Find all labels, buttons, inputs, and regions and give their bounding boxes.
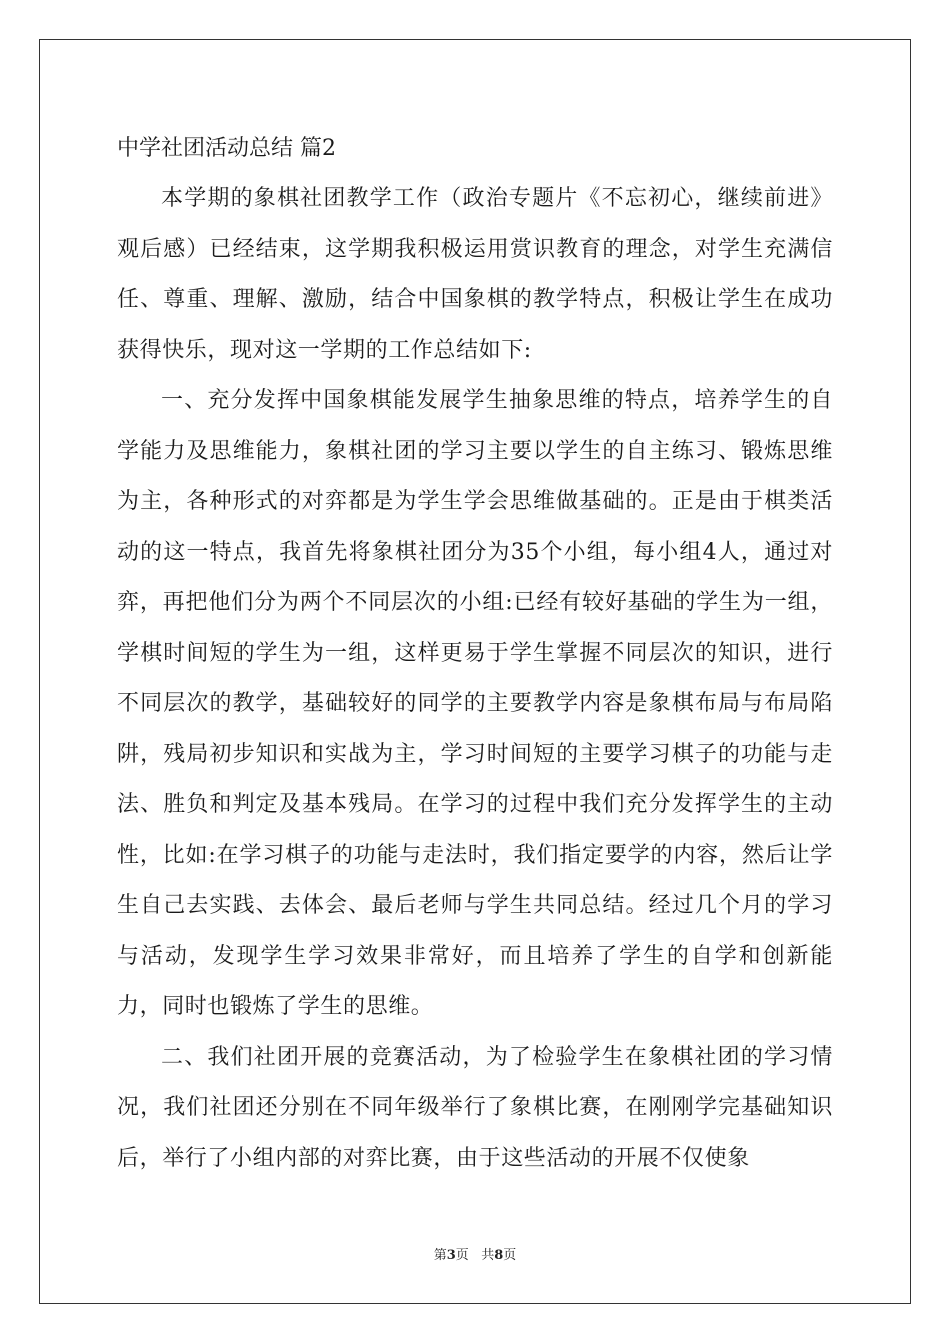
paragraph-point-two: 二、我们社团开展的竞赛活动，为了检验学生在象棋社团的学习情况，我们社团还分别在不同年级举行了象棋比赛，在刚刚学完基础知识后，举行了小组内部的对弈比赛，由于这些活动的开展不仅使象 (117, 1044, 833, 1171)
page-footer (0, 1247, 950, 1265)
paragraph-point-one: 一、充分发挥中国象棋能发展学生抽象思维的特点，培养学生的自学能力及思维能力，象棋社团的学习主要以学生的自主练习、锻炼思维为主，各种形式的对弈都是为学生学会思维做基础的。正是由于棋类活动的这一特点，我首先将象棋社团分为35个小组，每小组4人，通过对弈，再把他们分为两个不同层次的小组:已经有较好基础的学生为一组，学棋时间短的学生为一组，这样更易于学生掌握不同层次的知识，进行不同层次的教学，基础较好的同学的主要教学内容是象棋布局与布局陷阱，残局初步知识和实战为主，学习时间短的主要学习棋子的功能与走法、胜负和判定及基本残局。在学习的过程中我们充分发挥学生的主动性，比如:在学习棋子的功能与走法时，我们指定要学的内容，然后让学生自己去实践、去体会、最后老师与学生共同总结。经过几个月的学习与活动，发现学生学习效果非常好，而且培养了学生的自学和创新能力，同时也锻炼了学生的思维。 (117, 388, 833, 1019)
footer-suffix: 页 (503, 1248, 517, 1263)
section-heading: 中学社团活动总结 篇2 (117, 136, 336, 161)
footer-prefix: 第 (433, 1248, 447, 1263)
paragraph-intro: 本学期的象棋社团教学工作（政治专题片《不忘初心，继续前进》观后感）已经结束，这学期我积极运用赏识教育的理念，对学生充满信任、尊重、理解、激励，结合中国象棋的教学特点，积极让学生在成功获得快乐，现对这一学期的工作总结如下: (117, 186, 833, 363)
total-pages-number: 8 (494, 1248, 504, 1263)
current-page-number: 3 (446, 1248, 456, 1263)
footer-middle: 页 共 (455, 1248, 495, 1263)
document-body (117, 124, 833, 1184)
